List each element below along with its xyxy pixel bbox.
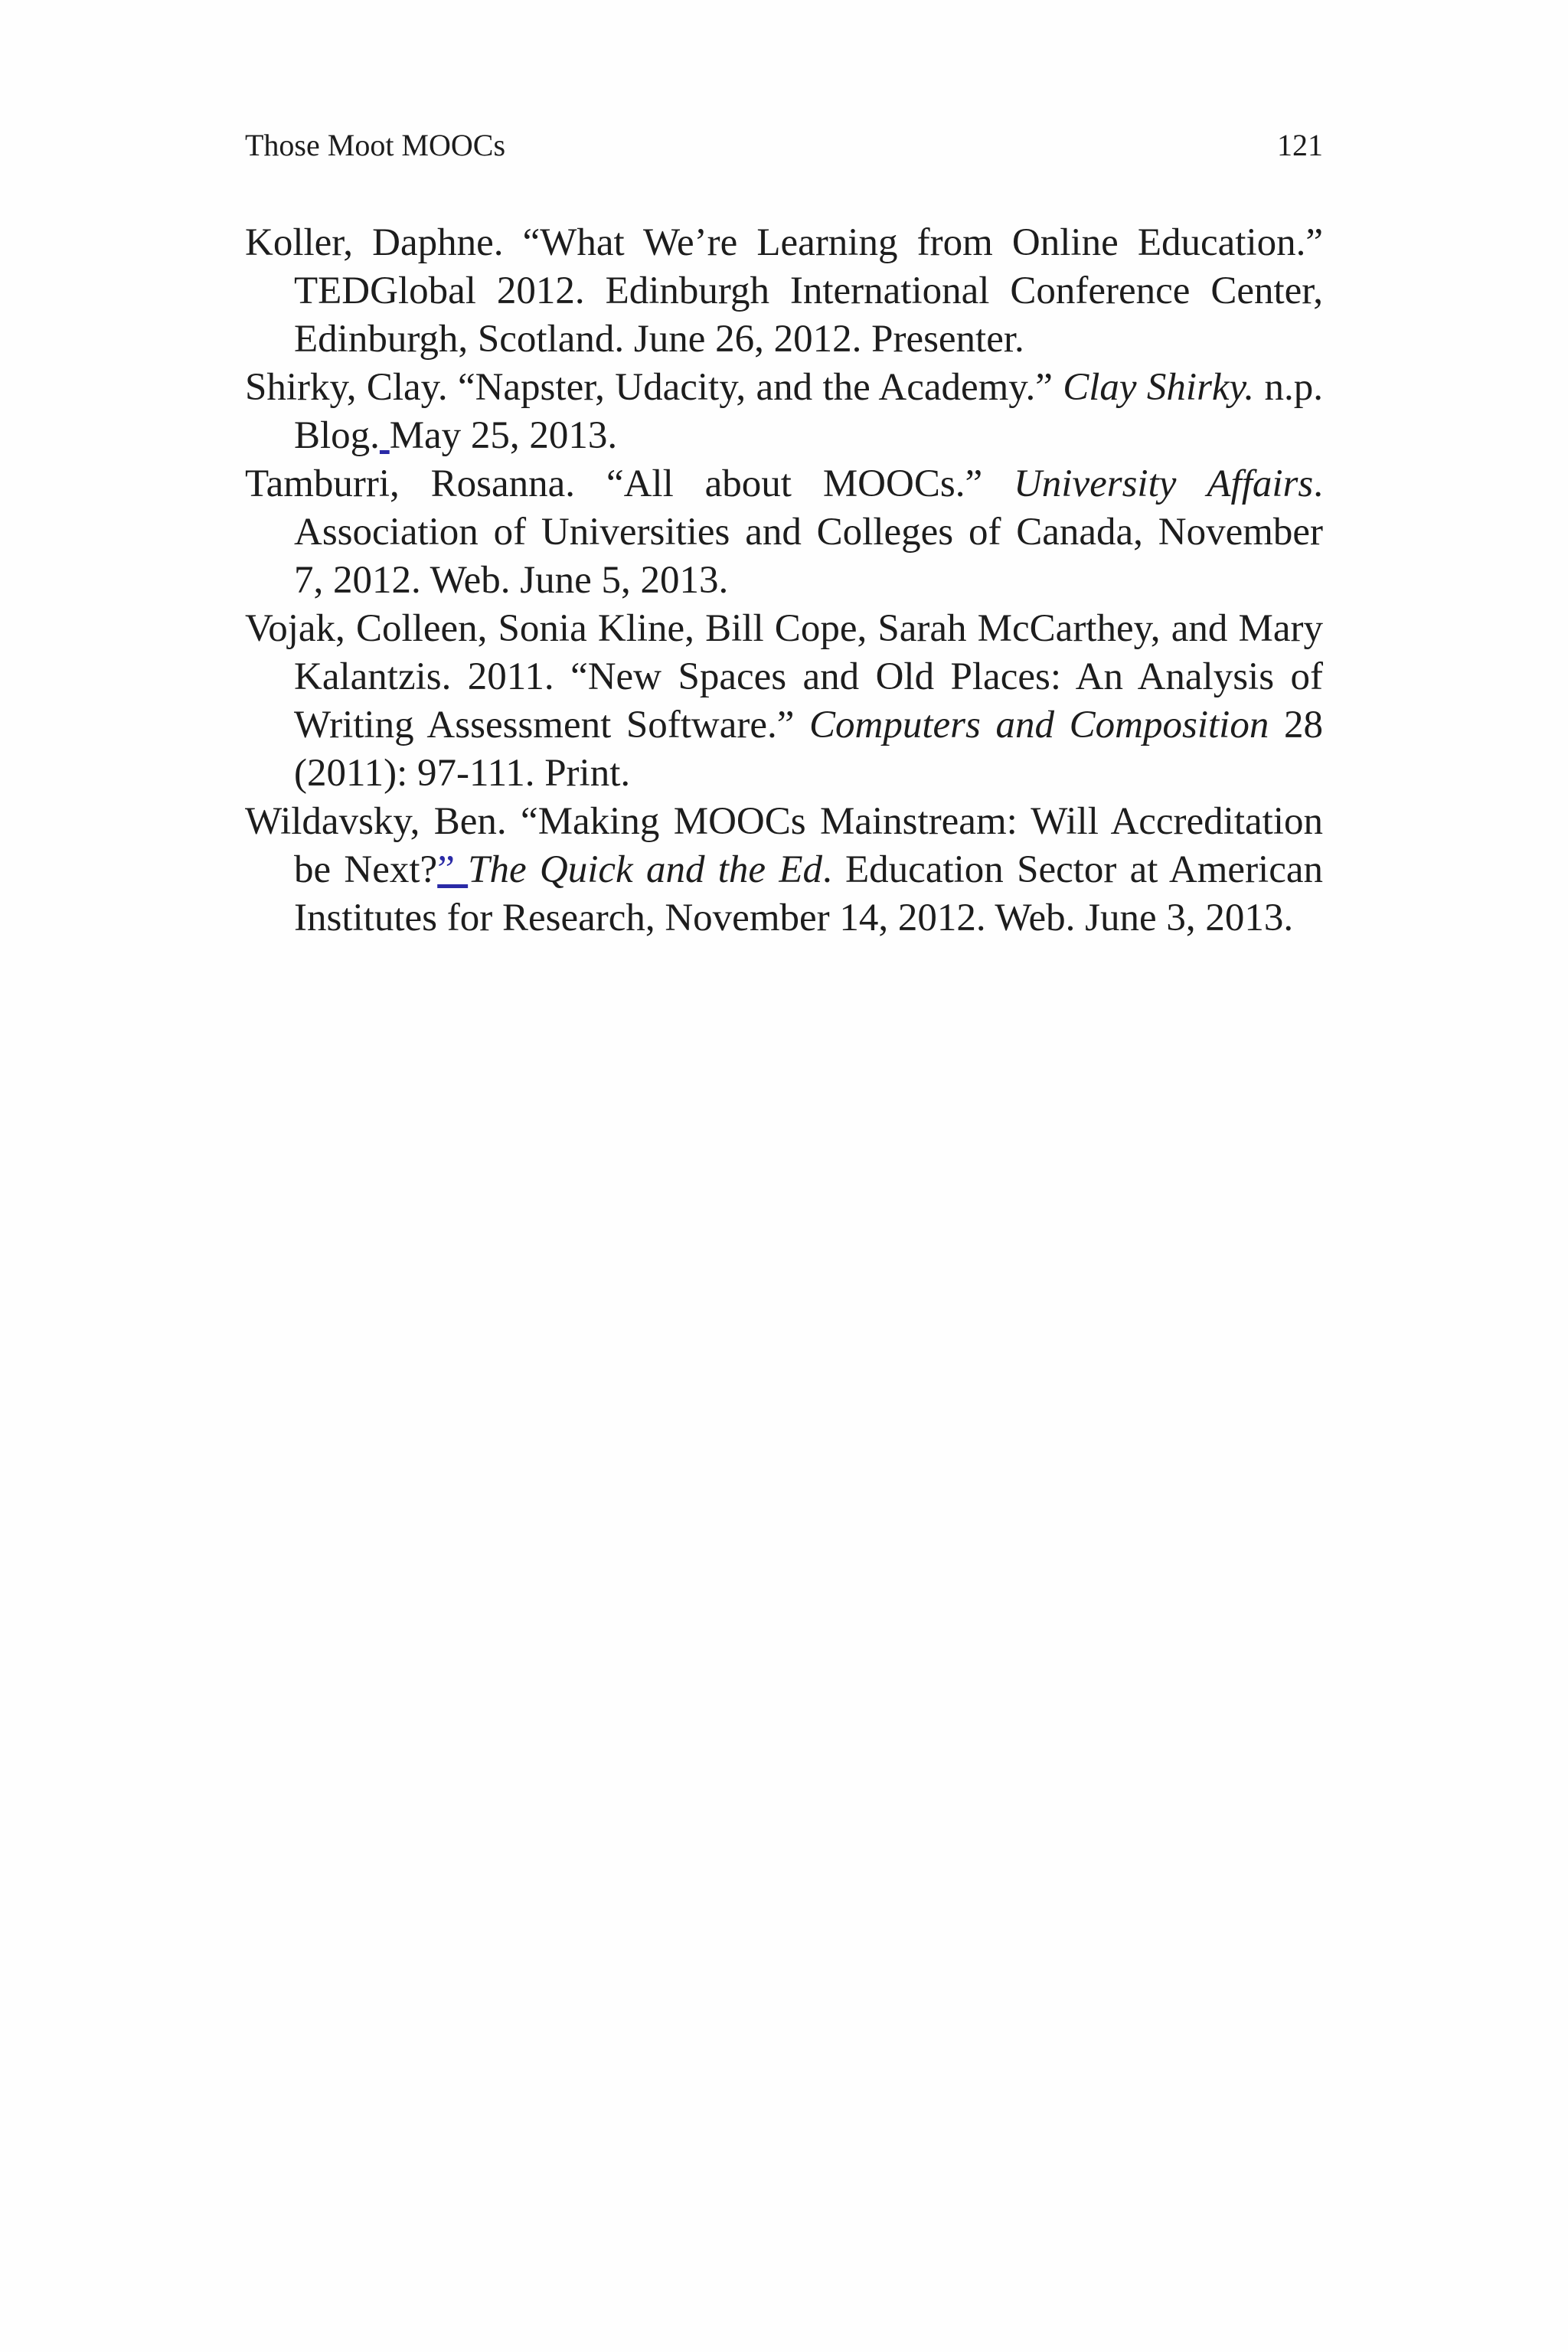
- running-title: Those Moot MOOCs: [245, 128, 506, 162]
- reference-text: Wildavsky, Ben. “Making MOOCs Mainstream: Will Accreditation be Next?: [245, 800, 1323, 891]
- reference-text: Shirky, Clay. “Napster, Udacity, and the Academy.”: [245, 366, 1063, 409]
- reference-text: Vojak, Colleen, Sonia Kline, Bill Cope, Sarah McCarthey, and Mary Kalantzis. 2011. “New Spaces and Old Places: An Analysis of Writing Assessment Software.”: [245, 607, 1323, 746]
- reference-text: Tamburri, Rosanna. “All about MOOCs.”: [245, 462, 1014, 505]
- reference-tamburri: [245, 460, 1323, 605]
- reference-source-title: The Quick and the Ed: [468, 848, 822, 891]
- reference-text: n.p. Blog.: [294, 366, 1324, 457]
- reference-text: May 25, 2013.: [389, 414, 618, 457]
- reference-wildavsky: [245, 798, 1323, 942]
- reference-source-title: Clay Shirky.: [1063, 366, 1255, 409]
- reference-text: 28 (2011): 97-111. Print.: [294, 704, 1323, 795]
- reference-link[interactable]: [380, 414, 390, 457]
- reference-source-title: Computers and Composition: [809, 704, 1269, 746]
- reference-koller: [245, 219, 1323, 364]
- reference-text: Koller, Daphne. “What We’re Learning from Online Education.” TEDGlobal 2012. Edinburgh International Conference Center, Edinburgh, Scotland. June 26, 2012. Presenter.: [245, 221, 1323, 361]
- page-number: 121: [1277, 128, 1323, 162]
- reference-shirky: [245, 364, 1323, 460]
- reference-text: . Education Sector at American Institutes for Research, November 14, 2012. Web. June 3, 2013.: [294, 848, 1323, 939]
- reference-source-title: University Affairs: [1013, 462, 1314, 505]
- reference-link[interactable]: ”: [437, 848, 469, 891]
- running-head: [245, 122, 1323, 168]
- reference-text: . Association of Universities and Colleges of Canada, November 7, 2012. Web. June 5, 2013.: [294, 462, 1323, 602]
- bibliography-list: [245, 219, 1323, 942]
- reference-vojak: [245, 605, 1323, 798]
